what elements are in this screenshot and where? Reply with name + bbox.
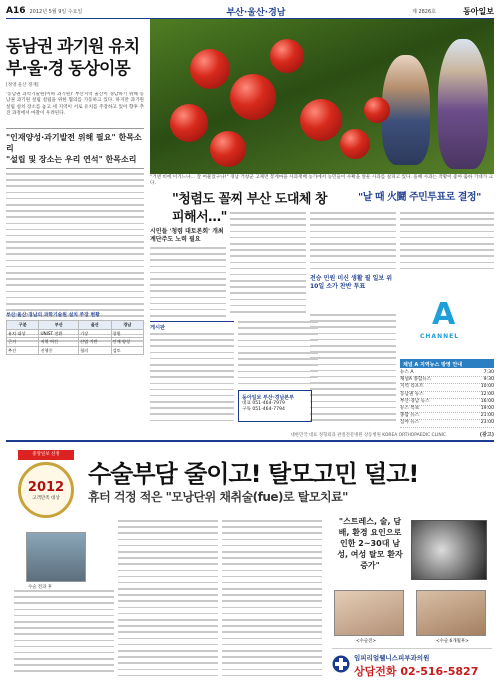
- list-item: 지역 리포트 10:00: [400, 384, 494, 391]
- article-text: [150, 247, 226, 327]
- award-wreath-icon: [18, 462, 74, 518]
- article-text: [310, 314, 396, 424]
- paper-number: 제 2826호: [412, 8, 436, 15]
- table-cell: 유치 대상: [7, 329, 39, 338]
- list-item: 동남권 뉴스 12:00: [400, 392, 494, 399]
- clinic-name: 임피리얼웰니스피부과의원: [354, 654, 430, 662]
- list-item: 채널A 종합뉴스 9:30: [400, 377, 494, 384]
- table-cell: 지역 여건: [39, 338, 79, 347]
- clinic-advertisement: [6, 440, 494, 684]
- table-header: 경남: [111, 321, 143, 330]
- award-text: 고객만족 대상: [32, 495, 60, 501]
- page-number: A16: [6, 6, 26, 16]
- lead-headline-2: 부·울·경 동상이몽: [6, 59, 130, 79]
- apple-image: [230, 74, 276, 120]
- table-cell: 창원: [111, 329, 143, 338]
- ad-headline: 수술부담 줄이고! 탈모고민 덜고!: [88, 460, 419, 488]
- apple-image: [364, 97, 390, 123]
- award-ribbon: 중앙일보 선정: [18, 450, 74, 460]
- lead-story: [6, 36, 144, 343]
- article-column-c3: [310, 314, 396, 424]
- table-header-row: [7, 321, 144, 330]
- article-column-c: [310, 212, 396, 272]
- list-item: 뉴스 특보 19:00: [400, 406, 494, 413]
- article-column-a: [150, 228, 226, 327]
- ad-column-1: [14, 590, 114, 678]
- after-photo: [416, 590, 486, 636]
- table-cell: UNIST 전환: [39, 329, 79, 338]
- list-item: 종합 뉴스 21:00: [400, 413, 494, 420]
- apple-image: [190, 49, 230, 89]
- office-notice: [238, 321, 318, 422]
- table-cell: 근거: [7, 338, 39, 347]
- table-cell: 산업 기반: [79, 338, 111, 347]
- lead-byline: [정영 울산 정재]: [6, 83, 39, 88]
- channel-logo-letter: A: [432, 297, 456, 332]
- apple-image: [270, 39, 304, 73]
- table-cell: 추진: [7, 346, 39, 355]
- contact-phone: 구독 051-464-7794: [242, 407, 285, 412]
- feature-headline-2: "날 때 火鬪 주민투표로 결정": [358, 192, 481, 203]
- lead-intro: '동남권 과학기술원(이하 과기원)' 부산지역 울산이 경남하기 위해 동남권 과기원 설립 설립을 위한 협의를 가동하고 있다. 하지만 과기원 설립 설치 장소를 놓고 세 지역이 서로 유치를 주장하고 있어 향후 추진 과정에서 마찰이 우려된다.: [6, 92, 144, 116]
- apple-image: [170, 104, 208, 142]
- farmer-figure: [438, 39, 488, 169]
- feature-headline-1: "청렴도 꼴찌 부산 도대체 창피해서…": [172, 192, 328, 225]
- before-photo: [334, 590, 404, 636]
- table-row: [7, 329, 144, 338]
- contact-label: 동아일보 부산·경남본부: [242, 395, 294, 401]
- photo-caption: "거센 비에 이기느냐… 잘 여물었구나!" 경남 거창군 고제면 봉계마을 사과재배 농가에서 농민들이 수확을 앞둔 사과를 살피고 있다. 올해 사과는 작황이 좋아 출하 기대가 크다.: [150, 175, 494, 186]
- table-header: 구분: [7, 321, 39, 330]
- apple-image: [300, 99, 342, 141]
- lead-table: [6, 311, 144, 355]
- table-row: [7, 346, 144, 355]
- clinic-phone[interactable]: 상담전화 02-516-5827: [354, 665, 479, 678]
- lead-subhead-2: "설립 및 장소는 우리 연석" 한목소리: [6, 155, 137, 164]
- issue-date: 2012년 5월 9일 수요일: [29, 8, 83, 15]
- agenda-box: [150, 321, 234, 428]
- channel-schedule-header: 채널 A 지역뉴스 방영 안내: [400, 359, 494, 368]
- ad-text: [222, 520, 322, 680]
- notice-text: [238, 321, 318, 387]
- surgery-photo-caption: 수술 전과 후: [28, 585, 52, 590]
- table-cell: 검토: [111, 346, 143, 355]
- ad-column-2: [118, 520, 218, 680]
- list-item: 부산·경남 뉴스 16:00: [400, 399, 494, 406]
- article-column-b: [230, 212, 306, 316]
- apple-harvest-photo: [150, 19, 494, 174]
- table-cell: 인재 양성: [111, 338, 143, 347]
- agenda-title: 게시판: [150, 325, 166, 331]
- table-row: [7, 338, 144, 347]
- lead-subhead-1: "인재양성·과기발전 위해 필요" 한목소리: [6, 133, 142, 153]
- ad-text: [118, 520, 218, 680]
- ad-label: (광고): [479, 432, 494, 438]
- table-cell: 진행중: [39, 346, 79, 355]
- kicker-a: 시민들 '청렴 대토론회' 개최 계단주도 노력 필요: [150, 228, 224, 243]
- table-cell: 기장: [79, 329, 111, 338]
- page-header: [6, 4, 494, 18]
- table-cell: 협의: [79, 346, 111, 355]
- ad-tagline: 휴터 걱정 적은 "모낭단위 채취술(fue)로 탈모치료": [88, 490, 348, 504]
- article-column-d: [400, 212, 494, 272]
- contact-phone: 대표 051-464-7979: [242, 401, 285, 406]
- newspaper-brand: 동아일보: [463, 6, 494, 16]
- section-title: 부산·울산·경남: [226, 7, 286, 18]
- after-caption: <수술 6개월후>: [436, 639, 469, 644]
- ad-text: [14, 590, 114, 678]
- status-table: [6, 320, 144, 355]
- clinic-footer: [332, 648, 492, 680]
- contact-box: [238, 390, 312, 422]
- award-year: 2012: [27, 479, 65, 495]
- table-header: 부산: [39, 321, 79, 330]
- table-header: 울산: [79, 321, 111, 330]
- ad-column-3: [222, 520, 322, 680]
- medical-cross-icon: [332, 655, 350, 673]
- lead-headline-1: 동남권 과기원 유치: [6, 37, 140, 57]
- lead-subheads: [6, 128, 144, 169]
- agenda-text: [150, 333, 234, 428]
- article-text: [230, 212, 306, 316]
- lead-table-title: 부산·울산·경남의 과학기술원 설치 주장 현황: [6, 313, 100, 318]
- article-text: [400, 212, 494, 272]
- award-badge: [14, 450, 78, 526]
- ad-callout: "스트레스, 술, 담배, 환경 요인으로 인한 2~30대 남성, 여성 탈모 환자 증가": [337, 517, 403, 570]
- apple-image: [210, 131, 246, 167]
- apple-image: [340, 129, 370, 159]
- list-item: 뉴스 A 7:30: [400, 370, 494, 377]
- channel-logo-word: CHANNEL: [420, 333, 460, 340]
- before-caption: <수술전>: [356, 639, 377, 644]
- ad-top-line: 대한민국 대표 정형외과 관절전문병원 상동병원 KOREA ORTHOPAEDIC CLINIC: [290, 433, 446, 438]
- article-kicker-c2: [310, 275, 396, 294]
- channel-a-box: [400, 283, 494, 426]
- article-text: [310, 212, 396, 272]
- channel-a-logo: [412, 297, 482, 343]
- surgery-photo: [26, 532, 86, 582]
- scalp-microscope-image: [411, 520, 487, 580]
- kicker-c2: 전승 민원 미신 생활 필 일보 위 10일 소가 찬반 투표: [310, 275, 393, 290]
- list-item: 심야 뉴스 23:00: [400, 420, 494, 427]
- channel-schedule: [400, 370, 494, 428]
